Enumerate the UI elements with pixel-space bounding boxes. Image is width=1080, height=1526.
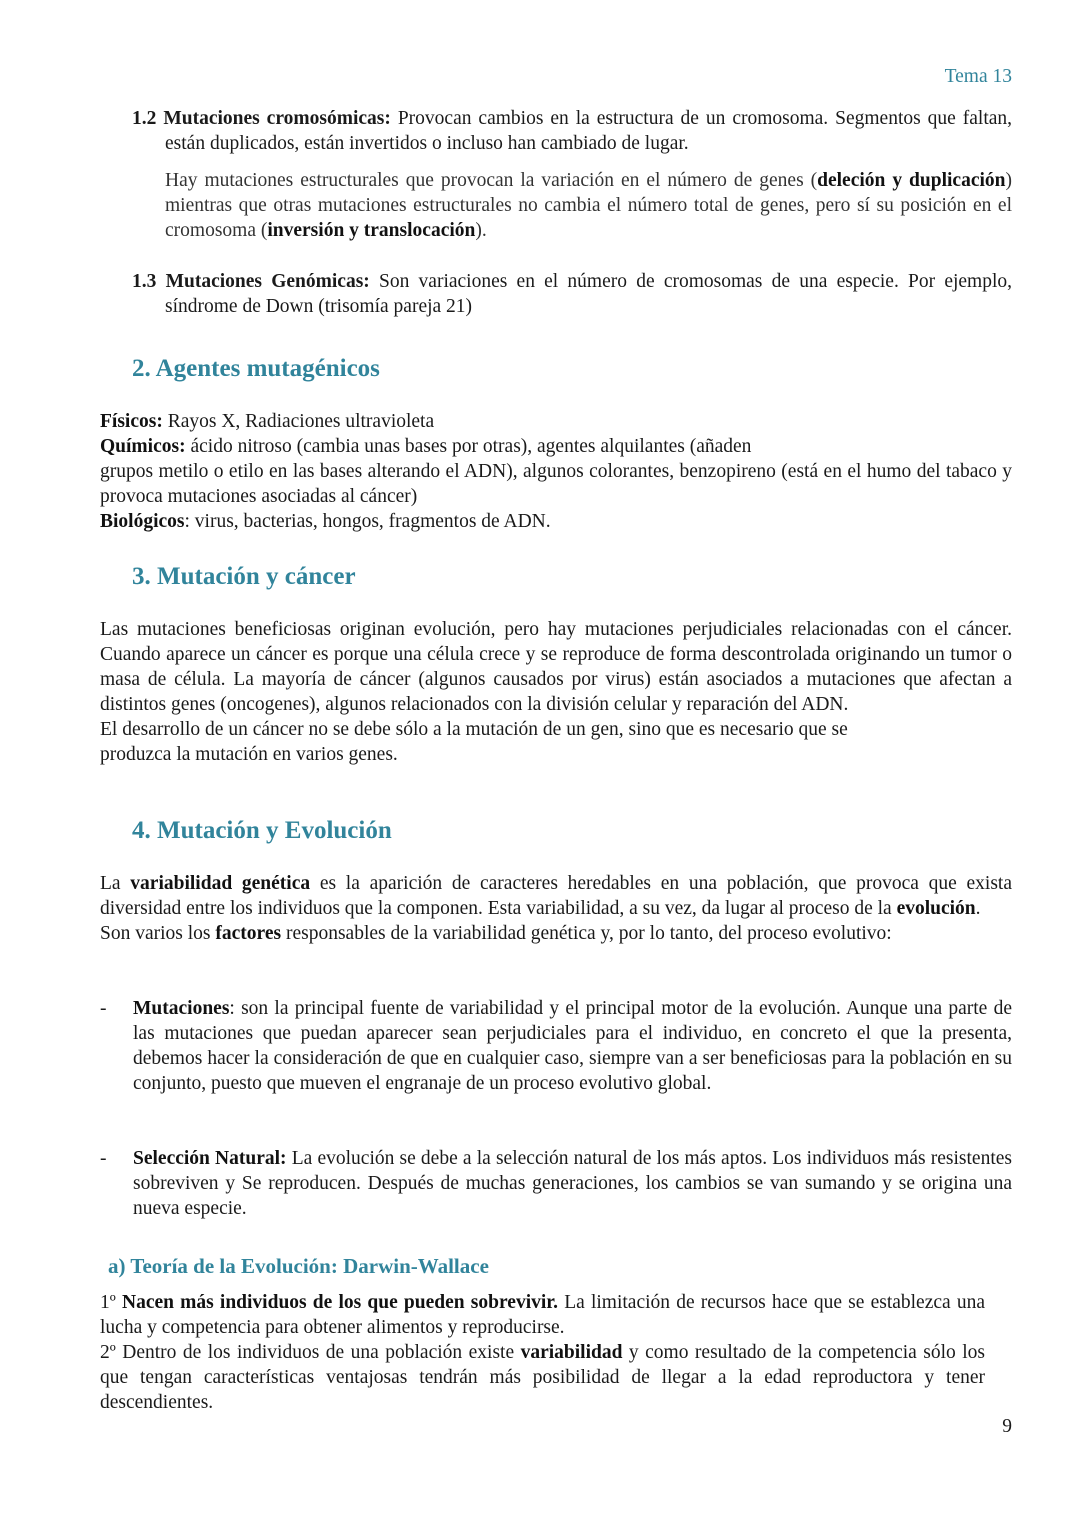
bullet-dash: - — [100, 1148, 107, 1169]
section-1-3-text: Son variaciones en el número de cromosomas de una especie. Por ejemplo, síndrome de Down (trisomía pareja 21) — [165, 271, 1013, 317]
text-run: La — [100, 873, 131, 894]
section-1-2-paragraph — [132, 106, 1012, 156]
bold-term: variabilidad — [520, 1342, 623, 1363]
biologicos-text: : virus, bacterias, hongos, fragmentos de ADN. — [184, 511, 551, 532]
page-number: 9 — [1002, 1416, 1012, 1437]
quimicos-text: ácido nitroso (cambia unas bases por otras), agentes alquilantes (añaden — [185, 436, 752, 457]
section-1-3-title: Mutaciones Genómicas: — [165, 271, 370, 292]
text-run: La evolución se debe a la selección natural de los más aptos. Los individuos más resistentes sobreviven y Se reproducen. Después de muchas generaciones, los cambios se van sumando y se origina una nueva especie. — [133, 1148, 1012, 1219]
section-1-3 — [132, 269, 1012, 319]
cancer-paragraph-1: Las mutaciones beneficiosas originan evolución, pero hay mutaciones perjudiciales relacionadas con el cáncer. Cuando aparece un cáncer es porque una célula crece y se reproduce de forma descontrolada originando un tumor o masa de célula. La mayoría de cáncer (algunos causados por virus) están asociados a mutaciones que afectan a distintos genes (oncogenes), algunos relacionados con la división celular y reparación del ADN. — [100, 619, 1012, 715]
section-1-2-detail-paragraph — [165, 168, 1012, 243]
section-4-body — [100, 871, 1012, 946]
section-1-2-number: 1.2 — [132, 108, 157, 129]
section-1-2 — [132, 106, 1012, 156]
text-run: 2º Dentro de los individuos de una población existe — [100, 1342, 521, 1363]
bold-term: factores — [215, 923, 282, 944]
text-run: responsables de la variabilidad genética y, por lo tanto, del proceso evolutivo: — [281, 923, 892, 944]
list-item-seleccion-natural — [100, 1146, 1012, 1221]
text-run: . — [975, 898, 981, 919]
evolucion-paragraph-2 — [100, 921, 1012, 946]
heading-agentes-mutagenicos: 2. Agentes mutagénicos — [132, 355, 380, 382]
bold-term: inversión y translocación — [267, 220, 476, 241]
fisicos-text: Rayos X, Radiaciones ultravioleta — [162, 411, 435, 432]
section-1-2-title: Mutaciones cromosómicas: — [163, 108, 391, 129]
text-run: ) mientras que otras mutaciones estructurales no cambia el número total de genes, pero sí su posición en el cromosoma ( — [165, 170, 1012, 241]
text-run: Son varios los — [100, 923, 216, 944]
bullet-dash: - — [100, 998, 107, 1019]
darwin-point-2 — [100, 1340, 985, 1415]
list-item-text — [133, 1146, 1012, 1221]
fisicos-label: Físicos: — [100, 411, 163, 432]
quimicos-line — [100, 434, 1012, 459]
section-3-body — [100, 617, 1012, 767]
heading-mutacion-cancer: 3. Mutación y cáncer — [132, 563, 356, 590]
header-topic-label: Tema 13 — [944, 66, 1012, 87]
text-run: y como resultado de la competencia sólo los que tengan características ventajosas tendrán más posibilidad de llegar a la edad reproductora y tener descendientes. — [100, 1342, 985, 1413]
list-item-text — [133, 996, 1012, 1096]
heading-mutacion-evolucion: 4. Mutación y Evolución — [132, 817, 392, 844]
quimicos-label: Químicos: — [100, 436, 186, 457]
bold-term: evolución — [896, 898, 976, 919]
text-run: Hay mutaciones estructurales que provocan la variación en el número de genes ( — [165, 170, 818, 191]
text-run: : son la principal fuente de variabilidad y el principal motor de la evolución. Aunque una parte de las mutaciones que puedan aparecer sean perjudiciales para el individuo, en concreto el que la presenta, debemos hacer la consideración de que en cualquier caso, siempre van a ser beneficiosas para la población en su conjunto, puesto que mueven el engranaje de un proceso evolutivo global. — [133, 998, 1012, 1094]
section-2-body — [100, 409, 1012, 534]
section-1-3-number: 1.3 — [132, 271, 157, 292]
text-run: La limitación de recursos hace que se establezca una lucha y competencia para obtener alimentos y reproducirse. — [100, 1292, 986, 1338]
section-1-2-text: Provocan cambios en la estructura de un cromosoma. Segmentos que faltan, están duplicados, están invertidos o incluso han cambiado de lugar. — [165, 108, 1013, 154]
bold-term: deleción y duplicación — [817, 170, 1006, 191]
text-run: es la aparición de caracteres heredables en una población, que provoca que exista diversidad entre los individuos que la componen. Esta variabilidad, a su vez, da lugar al proceso de la — [100, 873, 1012, 919]
text-run: ). — [475, 220, 487, 241]
biologicos-line — [100, 509, 1012, 534]
bold-term: Mutaciones — [133, 998, 230, 1019]
biologicos-label: Biológicos — [100, 511, 185, 532]
darwin-point-1 — [100, 1290, 985, 1340]
cancer-paragraph-2-line-1: El desarrollo de un cáncer no se debe sólo a la mutación de un gen, sino que es necesario que se — [100, 719, 848, 740]
quimicos-continuation: grupos metilo o etilo en las bases alterando el ADN), algunos colorantes, benzopireno (está en el humo del tabaco y provoca mutaciones asociadas al cáncer) — [100, 461, 1012, 507]
text-run: 1º — [100, 1292, 122, 1313]
bold-term: Nacen más individuos de los que pueden sobrevivir. — [121, 1292, 559, 1313]
fisicos-line — [100, 409, 1012, 434]
bold-term: variabilidad genética — [130, 873, 311, 894]
evolucion-paragraph-1 — [100, 871, 1012, 921]
cancer-paragraph-2-line-2: produzca la mutación en varios genes. — [100, 744, 398, 765]
list-item-mutaciones — [100, 996, 1012, 1096]
section-1-3-paragraph — [132, 269, 1012, 319]
bold-term: Selección Natural: — [133, 1148, 287, 1169]
heading-teoria-darwin-wallace: a) Teoría de la Evolución: Darwin-Wallace — [108, 1254, 489, 1278]
